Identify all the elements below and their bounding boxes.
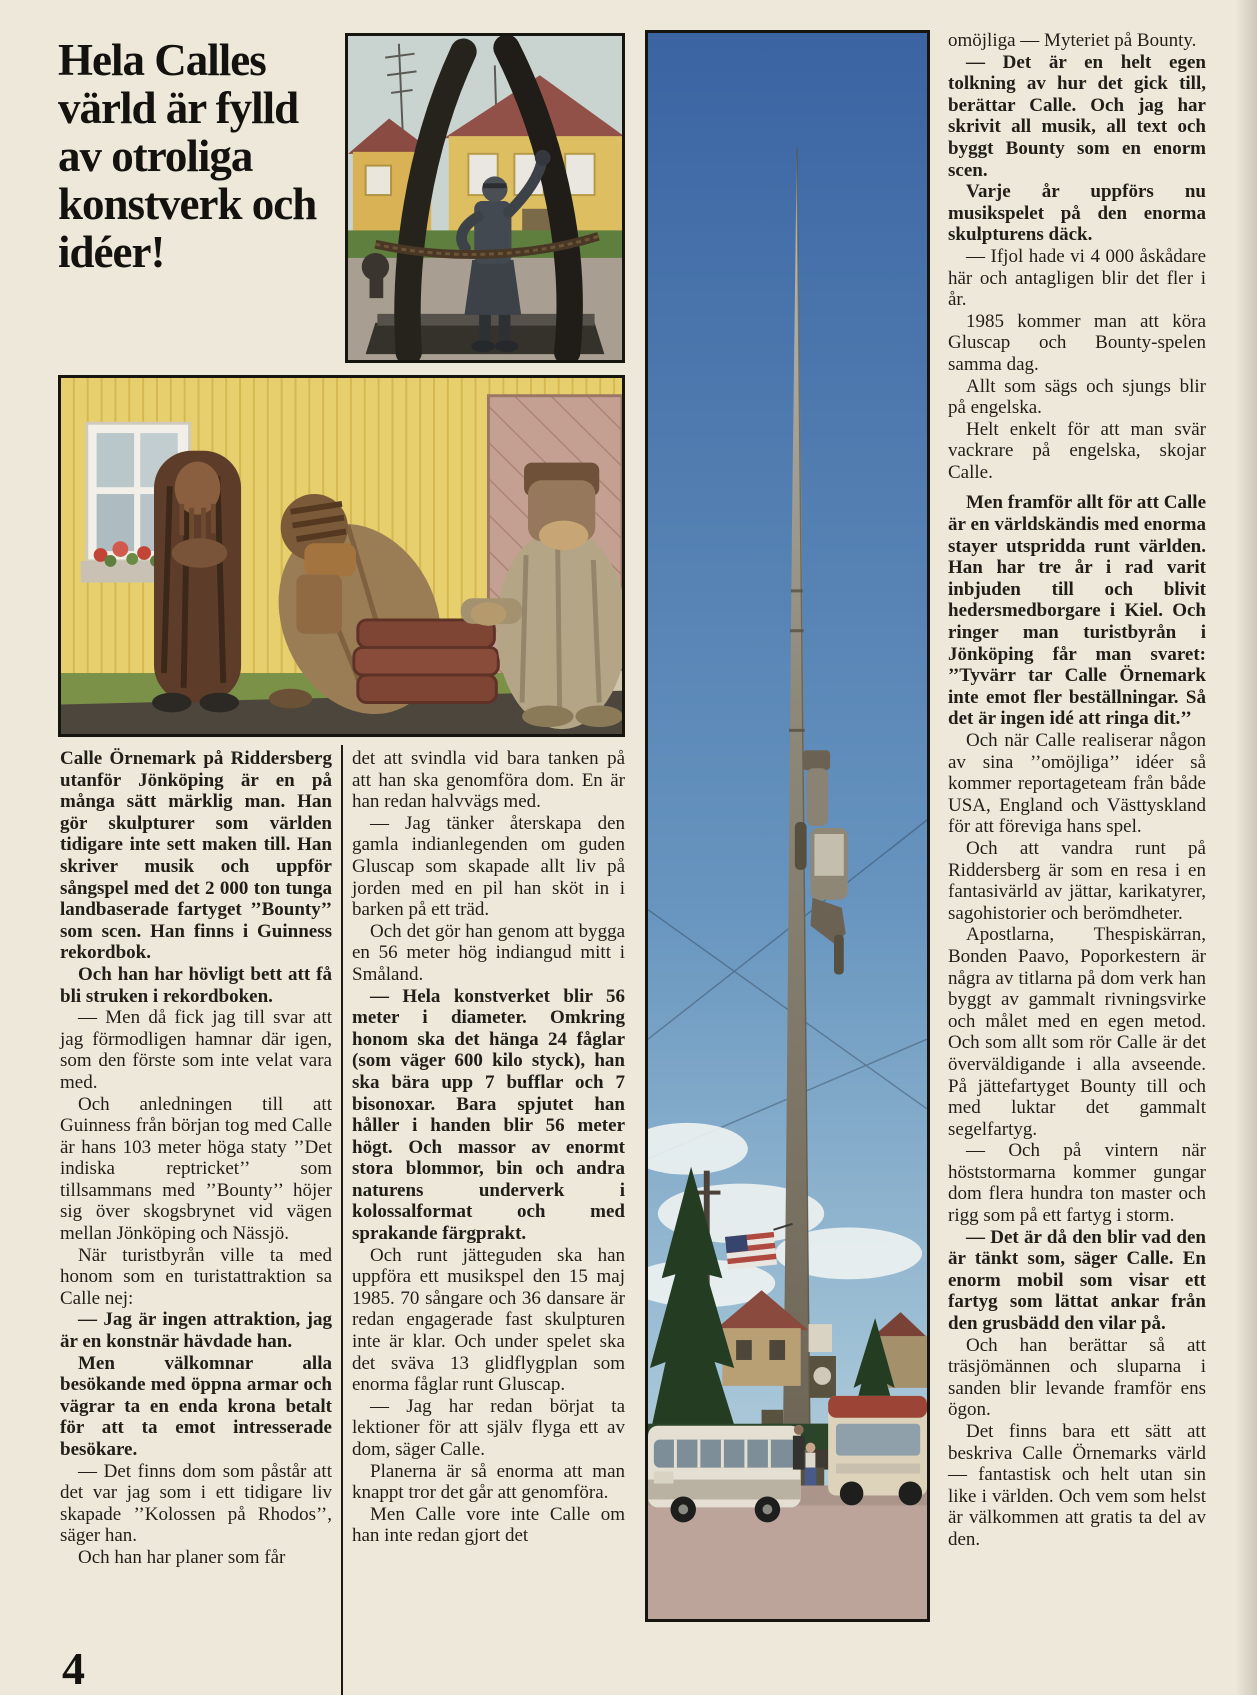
paragraph: Men Calle vore inte Calle om han inte redan gjort det bbox=[352, 1503, 625, 1547]
paragraph: Och när Calle realiserar någon av sina ’’omöjliga’’ idéer så kommer reportageteam från både USA, England och Västtyskland för att föreviga hans spel. bbox=[948, 730, 1206, 838]
paragraph: Men välkomnar alla besökande med öppna armar och vägrar ta en enda krona betalt för att ta emot intresserade besökare. bbox=[60, 1352, 332, 1460]
paragraph: — Jag är ingen attraktion, jag är en konstnär hävdade han. bbox=[60, 1309, 332, 1353]
page-number: 4 bbox=[62, 1643, 85, 1694]
paragraph: — Det är en helt egen tolkning av hur det gick till, berättar Calle. Och jag har skrivit all musik, all text och byggt Bounty som en enorm scen. bbox=[948, 51, 1206, 181]
paragraph: — Det är då den blir vad den är tänkt som, säger Calle. En enorm mobil som visar ett fartyg som lättat ankar från den grusbädd den vilar på. bbox=[948, 1226, 1206, 1335]
photo-sailor-sculpture bbox=[345, 33, 625, 363]
paragraph: Calle Örnemark på Riddersberg utanför Jönköping är en på många sätt märklig man. Han gör skulpturer som världen tidigare inte sett maken till. Han skriver musik och uppför sångspel med det 2 000 ton tunga landbaserade fartyget ’’Bounty’’ som scen. Han finns i Guinness rekordbok. bbox=[60, 748, 332, 964]
paragraph: det att svindla vid bara tanken på att han ska genomföra dom. En är han redan halvvägs med. bbox=[352, 748, 625, 813]
paragraph: — Och på vintern när höststormarna kommer gungar dom flera hundra ton master och rigg som på ett fartyg i storm. bbox=[948, 1140, 1206, 1227]
photo-sailor-sculpture-image bbox=[348, 36, 622, 360]
paragraph: — Men då fick jag till svar att jag förmodligen hamnar där igen, som den förste som inte velat vara med. bbox=[60, 1007, 332, 1093]
paragraph: Och det gör han genom att bygga en 56 meter hög indiangud mitt i Småland. bbox=[352, 920, 625, 985]
photo-tall-mast-sculpture-image bbox=[648, 33, 927, 1619]
paragraph: Och att vandra runt på Riddersberg är som en resa i en fantasivärld av jättar, karikatyrer, sagohistorier och berömdheter. bbox=[948, 837, 1206, 924]
photo-troll-sculptures bbox=[58, 375, 625, 737]
column-divider-rule bbox=[341, 745, 343, 1695]
paragraph: Planerna är så enorma att man knappt tror det går att genomföra. bbox=[352, 1460, 625, 1504]
paragraph: Och han berättar så att träsjömännen och sluparna i sanden blir levande framför ens ögon. bbox=[948, 1334, 1206, 1421]
paragraph: 1985 kommer man att köra Gluscap och Bounty-spelen samma dag. bbox=[948, 310, 1206, 375]
photo-tall-mast-sculpture bbox=[645, 30, 930, 1622]
text-column-middle bbox=[352, 748, 625, 1547]
paragraph: Och han har hövligt bett att få bli struken i rekordboken. bbox=[60, 963, 332, 1007]
paragraph: Men framför allt för att Calle är en världskändis med enorma stayer utspridda runt världen. Han har tre år i rad varit inbjuden till och blivit hedersmedborgare i Kiel. Och ringer man turistbyrån i Jönköping får man svaret: ’’Tyvärr tar Calle Örnemark inte emot fler beställningar. Så det är ingen idé att ringa dit.’’ bbox=[948, 492, 1206, 730]
paragraph: — Jag har redan börjat ta lektioner för att själv flyga ett av dom, säger Calle. bbox=[352, 1395, 625, 1460]
paragraph: Varje år uppförs nu musikspelet på den enorma skulpturens däck. bbox=[948, 181, 1206, 246]
paragraph: omöjliga — Myteriet på Bounty. bbox=[948, 30, 1197, 51]
paragraph: Och han har planer som får bbox=[78, 1546, 286, 1568]
paragraph: Helt enkelt för att man svär vackrare på engelska, skojar Calle. bbox=[948, 418, 1206, 483]
paragraph: När turistbyrån ville ta med honom som en turistattraktion sa Calle nej: bbox=[60, 1244, 332, 1309]
bus-right bbox=[828, 1396, 927, 1506]
paragraph: — Jag tänker återskapa den gamla indianlegenden om guden Gluscap som skapade allt liv på jorden med en pil han sköt in i barken på ett träd. bbox=[352, 812, 625, 921]
photo-troll-sculptures-image bbox=[61, 378, 622, 734]
paragraph: Allt som sägs och sjungs blir på engelska. bbox=[948, 375, 1206, 419]
paragraph: Och anledningen till att Guinness från början tog med Calle är hans 103 meter höga staty ’’Det indiska reptricket’’ som tillsammans med ’’Bounty’’ höjer sig över skogsbrynet vid vägen mellan Jönköping och Nässjö. bbox=[60, 1093, 332, 1245]
paragraph: Det finns bara ett sätt att beskriva Calle Örnemarks värld — fantastisk och helt utan sin like i världen. Och vem som helst är välkommen att gratis ta del av den. bbox=[948, 1421, 1206, 1550]
paragraph: — Det finns dom som påstår att det var jag som i ett tidigare liv skapade ’’Kolossen på Rhodos’’, säger han. bbox=[60, 1460, 332, 1547]
page-title: Hela Calles värld är fylld av otroliga konstverk och idéer! bbox=[58, 35, 317, 277]
paragraph: — Ifjol hade vi 4 000 åskådare här och antagligen blir det fler i år. bbox=[948, 245, 1206, 311]
paragraph: Och runt jätteguden ska han uppföra ett musikspel den 15 maj 1985. 70 sångare och 36 dansare är redan engagerade fast skulpturen inte är klar. Och under spelet ska det sväva 13 glidflygplan som enorma fåglar runt Gluscap. bbox=[352, 1244, 625, 1396]
paragraph: — Hela konstverket blir 56 meter i diameter. Omkring honom ska det hänga 24 fåglar (som väger 600 kilo styck), han ska bära upp 7 bufflar och 7 bisonoxar. Bara spjutet han håller i handen blir 56 meter högt. Och massor av enormt stora blommor, bin och andra naturens underverk i kolossalformat och med sprakande färgprakt. bbox=[352, 985, 625, 1245]
paragraph: Apostlarna, Thespiskärran, Bonden Paavo, Poporkestern är några av titlarna på dom verk han byggt av gammalt rivningsvirke och målet med en egen metod. Och som allt som rör Calle är det överväldigande i alla avseende. På jättefartyget Bounty till och med luktar det gammalt segelfartyg. bbox=[948, 924, 1206, 1140]
troll-standing bbox=[152, 451, 241, 713]
text-column-right bbox=[948, 30, 1206, 1551]
text-column-left bbox=[60, 748, 332, 1569]
